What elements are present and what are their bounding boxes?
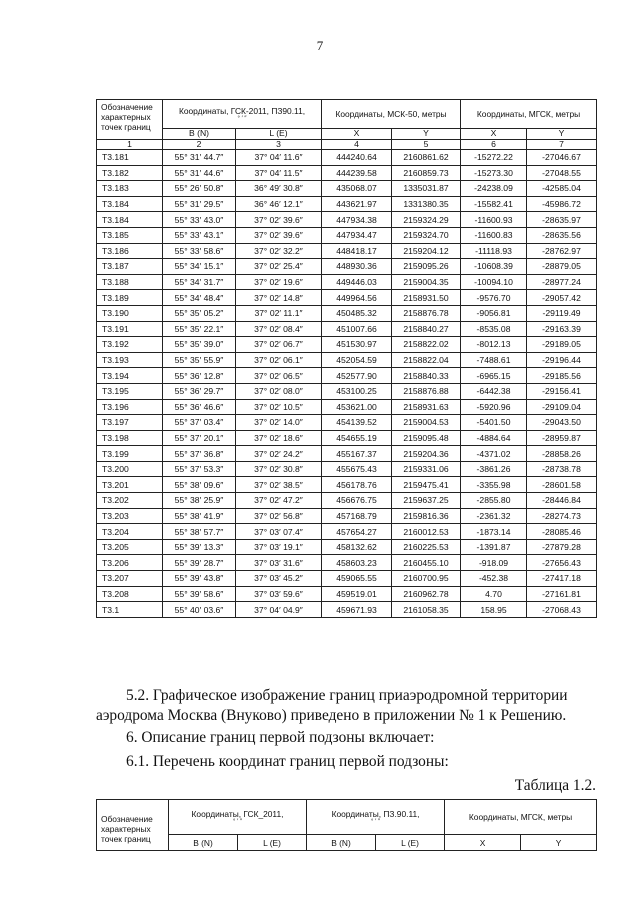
- table-cell: 55° 34′ 48.4″: [163, 290, 236, 306]
- table-cell: 36° 49′ 30.8″: [236, 181, 322, 197]
- table-cell: 37° 02′ 06.1″: [236, 352, 322, 368]
- table-cell: Т3.186: [97, 243, 163, 259]
- table-cell: 2160225.53: [392, 539, 461, 555]
- table-cell: 37° 02′ 39.6″: [236, 212, 322, 228]
- table-cell: 2159004.35: [392, 274, 461, 290]
- table-cell: Т3.200: [97, 461, 163, 477]
- table-cell: 55° 37′ 36.8″: [163, 446, 236, 462]
- table-row: [97, 368, 597, 384]
- table-cell: -28635.97: [527, 212, 597, 228]
- table-cell: 2160455.10: [392, 555, 461, 571]
- table-row: [97, 337, 597, 353]
- table-cell: 458132.62: [322, 539, 392, 555]
- table-cell: -2361.32: [461, 508, 527, 524]
- paragraph-6-1: 6.1. Перечень координат границ первой подзоны:: [126, 753, 449, 770]
- table-cell: -28977.24: [527, 274, 597, 290]
- table-cell: Т3.189: [97, 290, 163, 306]
- table-row: [97, 150, 597, 166]
- col-number: 2: [163, 139, 236, 150]
- table-row: [97, 305, 597, 321]
- table-cell: 449964.56: [322, 290, 392, 306]
- table-cell: 55° 34′ 31.7″: [163, 274, 236, 290]
- table-cell: Т3.198: [97, 430, 163, 446]
- table-cell: 37° 04′ 11.5″: [236, 165, 322, 181]
- table-cell: 55° 33′ 43.0″: [163, 212, 236, 228]
- table-cell: 37° 02′ 08.0″: [236, 383, 322, 399]
- table-row: [97, 477, 597, 493]
- table-cell: 444239.58: [322, 165, 392, 181]
- table-row: [97, 165, 597, 181]
- table-cell: -27048.55: [527, 165, 597, 181]
- table-cell: 37° 02′ 47.2″: [236, 493, 322, 509]
- table-cell: 454655.19: [322, 430, 392, 446]
- table-row: [97, 446, 597, 462]
- table-cell: 2160012.53: [392, 524, 461, 540]
- table-cell: Т3.184: [97, 212, 163, 228]
- table-cell: 37° 04′ 04.9″: [236, 602, 322, 618]
- table-cell: 2159816.36: [392, 508, 461, 524]
- table-row: [97, 415, 597, 431]
- table-cell: 55° 36′ 12.8″: [163, 368, 236, 384]
- table-cell: Т3.196: [97, 399, 163, 415]
- table-cell: 55° 35′ 55.9″: [163, 352, 236, 368]
- table-cell: -29185.56: [527, 368, 597, 384]
- table-row: [97, 227, 597, 243]
- header-gsk-label: Координаты, ГСК-2011, ПЗ90.11,: [178, 106, 306, 116]
- paragraph-5-2-line-2: аэродрома Москва (Внуково) приведено в приложении № 1 к Решению.: [96, 707, 567, 724]
- table-cell: 456178.76: [322, 477, 392, 493]
- table-cell: 55° 36′ 46.6″: [163, 399, 236, 415]
- table-row: [97, 571, 597, 587]
- table-cell: Т3.184: [97, 196, 163, 212]
- header-x-msk: X: [322, 129, 392, 140]
- table-cell: -27046.67: [527, 150, 597, 166]
- table-cell: 457168.79: [322, 508, 392, 524]
- table-cell: -29196.44: [527, 352, 597, 368]
- table-cell: 55° 33′ 43.1″: [163, 227, 236, 243]
- header-msk: Координаты, МСК-50, метры: [322, 100, 461, 129]
- table-cell: 37° 03′ 19.1″: [236, 539, 322, 555]
- table-caption: Таблица 1.2.: [514, 777, 596, 794]
- table-cell: 458603.23: [322, 555, 392, 571]
- table-row: [97, 181, 597, 197]
- table-cell: -28635.56: [527, 227, 597, 243]
- t2-header-gsk-units: ° ′ ″: [233, 819, 242, 825]
- table-cell: Т3.207: [97, 571, 163, 587]
- coordinates-table-1: [96, 99, 597, 618]
- table-cell: Т3.208: [97, 586, 163, 602]
- table-cell: -4371.02: [461, 446, 527, 462]
- header-points: Обозначение характерных точек границ: [97, 100, 163, 140]
- table-cell: 55° 31′ 29.5″: [163, 196, 236, 212]
- table-cell: 37° 03′ 07.4″: [236, 524, 322, 540]
- table-row: [97, 602, 597, 618]
- table-cell: 2158840.27: [392, 321, 461, 337]
- table-cell: -15582.41: [461, 196, 527, 212]
- table-cell: -28959.87: [527, 430, 597, 446]
- table-cell: 452577.90: [322, 368, 392, 384]
- table-row: [97, 508, 597, 524]
- table-cell: -29119.49: [527, 305, 597, 321]
- table-cell: 450485.32: [322, 305, 392, 321]
- table-cell: 2158840.33: [392, 368, 461, 384]
- page-number: 7: [316, 38, 324, 53]
- table-cell: 2161058.35: [392, 602, 461, 618]
- table-cell: Т3.185: [97, 227, 163, 243]
- table-cell: 2159324.29: [392, 212, 461, 228]
- table-cell: -29109.04: [527, 399, 597, 415]
- table-cell: -6442.38: [461, 383, 527, 399]
- table-cell: 2160700.95: [392, 571, 461, 587]
- table-cell: -10094.10: [461, 274, 527, 290]
- header-gsk: [163, 100, 322, 129]
- table-cell: -28762.97: [527, 243, 597, 259]
- table-cell: -10608.39: [461, 259, 527, 275]
- col-number: 5: [392, 139, 461, 150]
- table-cell: 2159004.53: [392, 415, 461, 431]
- table-cell: -42585.04: [527, 181, 597, 197]
- t2-header-b-gsk: B (N): [169, 835, 238, 851]
- table-cell: Т3.202: [97, 493, 163, 509]
- table-cell: 37° 02′ 24.2″: [236, 446, 322, 462]
- col-number: 3: [236, 139, 322, 150]
- paragraph-6: 6. Описание границ первой подзоны включает:: [126, 729, 435, 746]
- table-cell: 55° 38′ 25.9″: [163, 493, 236, 509]
- table-cell: 55° 39′ 13.3″: [163, 539, 236, 555]
- table-cell: 55° 36′ 29.7″: [163, 383, 236, 399]
- table-cell: -3861.26: [461, 461, 527, 477]
- table-cell: 2160859.73: [392, 165, 461, 181]
- coordinates-table-2: [96, 799, 597, 851]
- table-cell: Т3.197: [97, 415, 163, 431]
- table-cell: 1331380.35: [392, 196, 461, 212]
- table-row: [97, 399, 597, 415]
- table-cell: -5401.50: [461, 415, 527, 431]
- table-cell: 37° 02′ 25.4″: [236, 259, 322, 275]
- table-cell: -1391.87: [461, 539, 527, 555]
- table-cell: -15273.30: [461, 165, 527, 181]
- table-row: [97, 493, 597, 509]
- table-cell: Т3.201: [97, 477, 163, 493]
- table-cell: -452.38: [461, 571, 527, 587]
- table-cell: -28879.05: [527, 259, 597, 275]
- table-cell: 444240.64: [322, 150, 392, 166]
- header-x-mgsk: X: [461, 129, 527, 140]
- table-cell: -9576.70: [461, 290, 527, 306]
- table-cell: 2159095.26: [392, 259, 461, 275]
- table-cell: -27161.81: [527, 586, 597, 602]
- table-cell: 55° 31′ 44.6″: [163, 165, 236, 181]
- table-cell: -27417.18: [527, 571, 597, 587]
- table-cell: -29156.41: [527, 383, 597, 399]
- table-cell: 37° 02′ 10.5″: [236, 399, 322, 415]
- table-row: [97, 383, 597, 399]
- col-number: 1: [97, 139, 163, 150]
- table-cell: 447934.38: [322, 212, 392, 228]
- table-cell: 55° 38′ 41.9″: [163, 508, 236, 524]
- table-cell: 2159331.06: [392, 461, 461, 477]
- table-cell: 454139.52: [322, 415, 392, 431]
- table-cell: 55° 35′ 22.1″: [163, 321, 236, 337]
- col-number: 7: [527, 139, 597, 150]
- header-b: B (N): [163, 129, 236, 140]
- table-row: [97, 352, 597, 368]
- table-cell: 37° 02′ 38.5″: [236, 477, 322, 493]
- table-cell: Т3.187: [97, 259, 163, 275]
- t2-header-b-pz: B (N): [307, 835, 376, 851]
- t2-header-mgsk: Координаты, МГСК, метры: [445, 800, 597, 835]
- table-cell: 2159204.36: [392, 446, 461, 462]
- table-cell: Т3.188: [97, 274, 163, 290]
- table-cell: 37° 03′ 45.2″: [236, 571, 322, 587]
- t2-header-l-pz: L (E): [376, 835, 445, 851]
- table-cell: -11118.93: [461, 243, 527, 259]
- table-cell: -1873.14: [461, 524, 527, 540]
- table-cell: 37° 03′ 31.6″: [236, 555, 322, 571]
- table-cell: 55° 39′ 28.7″: [163, 555, 236, 571]
- table-cell: 448930.36: [322, 259, 392, 275]
- table-cell: 2158822.02: [392, 337, 461, 353]
- table-cell: 55° 40′ 03.6″: [163, 602, 236, 618]
- table-cell: -29057.42: [527, 290, 597, 306]
- table-row: [97, 586, 597, 602]
- table-row: [97, 555, 597, 571]
- table-cell: 435068.07: [322, 181, 392, 197]
- header-y-mgsk: Y: [527, 129, 597, 140]
- t2-header-y: Y: [521, 835, 597, 851]
- table-cell: 2159324.70: [392, 227, 461, 243]
- table-cell: 447934.47: [322, 227, 392, 243]
- table-cell: 55° 35′ 05.2″: [163, 305, 236, 321]
- table-cell: 443621.97: [322, 196, 392, 212]
- table-cell: -11600.93: [461, 212, 527, 228]
- table-cell: Т3.193: [97, 352, 163, 368]
- t2-header-pz-label: Координаты, ПЗ.90.11,: [331, 809, 420, 819]
- table-cell: 2158931.63: [392, 399, 461, 415]
- table-cell: -28274.73: [527, 508, 597, 524]
- table-cell: 55° 37′ 53.3″: [163, 461, 236, 477]
- table-cell: 37° 02′ 19.6″: [236, 274, 322, 290]
- table-row: [97, 321, 597, 337]
- header-mgsk: Координаты, МГСК, метры: [461, 100, 597, 129]
- table-cell: 37° 02′ 14.0″: [236, 415, 322, 431]
- table-row: [97, 274, 597, 290]
- col-number: 4: [322, 139, 392, 150]
- col-number: 6: [461, 139, 527, 150]
- table-cell: 457654.27: [322, 524, 392, 540]
- table-cell: 55° 26′ 50.8″: [163, 181, 236, 197]
- table-cell: Т3.1: [97, 602, 163, 618]
- table-cell: 2159637.25: [392, 493, 461, 509]
- table-cell: -6965.15: [461, 368, 527, 384]
- table-cell: 451530.97: [322, 337, 392, 353]
- table-cell: -27068.43: [527, 602, 597, 618]
- table-cell: -29163.39: [527, 321, 597, 337]
- table-cell: 4.70: [461, 586, 527, 602]
- table-cell: 452054.59: [322, 352, 392, 368]
- table-cell: -24238.09: [461, 181, 527, 197]
- table-cell: -7488.61: [461, 352, 527, 368]
- table-cell: 459671.93: [322, 602, 392, 618]
- table-cell: 55° 34′ 15.1″: [163, 259, 236, 275]
- table-cell: 453100.25: [322, 383, 392, 399]
- table-cell: -28601.58: [527, 477, 597, 493]
- table-cell: Т3.195: [97, 383, 163, 399]
- table-cell: 37° 02′ 30.8″: [236, 461, 322, 477]
- table-cell: -28858.26: [527, 446, 597, 462]
- table-cell: -27879.28: [527, 539, 597, 555]
- table-cell: Т3.192: [97, 337, 163, 353]
- paragraph-5-2-line-1: 5.2. Графическое изображение границ приаэродромной территории: [126, 687, 568, 704]
- table-cell: 453621.00: [322, 399, 392, 415]
- table-cell: 2159475.41: [392, 477, 461, 493]
- table-cell: 37° 02′ 08.4″: [236, 321, 322, 337]
- table-cell: 55° 37′ 20.1″: [163, 430, 236, 446]
- t2-header-pz: [307, 800, 445, 835]
- table-cell: Т3.199: [97, 446, 163, 462]
- table-cell: Т3.191: [97, 321, 163, 337]
- table-cell: 455167.37: [322, 446, 392, 462]
- table-cell: 2159204.12: [392, 243, 461, 259]
- table-row: [97, 243, 597, 259]
- table-cell: -27656.43: [527, 555, 597, 571]
- header-l: L (E): [236, 129, 322, 140]
- table-cell: -28446.84: [527, 493, 597, 509]
- header-y-msk: Y: [392, 129, 461, 140]
- table-cell: 37° 02′ 06.7″: [236, 337, 322, 353]
- table-cell: Т3.194: [97, 368, 163, 384]
- table-cell: 37° 02′ 56.8″: [236, 508, 322, 524]
- table-cell: -9056.81: [461, 305, 527, 321]
- table-cell: Т3.206: [97, 555, 163, 571]
- table-cell: -3355.98: [461, 477, 527, 493]
- table-cell: -8535.08: [461, 321, 527, 337]
- table-cell: 37° 02′ 18.6″: [236, 430, 322, 446]
- table-cell: -4884.64: [461, 430, 527, 446]
- t2-header-gsk: [169, 800, 307, 835]
- t2-header-l-gsk: L (E): [238, 835, 307, 851]
- table-cell: 449446.03: [322, 274, 392, 290]
- table-row: [97, 524, 597, 540]
- table-cell: 55° 39′ 43.8″: [163, 571, 236, 587]
- table-cell: 459519.01: [322, 586, 392, 602]
- table-cell: -918.09: [461, 555, 527, 571]
- table-cell: 37° 02′ 39.6″: [236, 227, 322, 243]
- table-cell: 2159095.48: [392, 430, 461, 446]
- table-cell: 448418.17: [322, 243, 392, 259]
- table-cell: -15272.22: [461, 150, 527, 166]
- table-cell: 37° 02′ 06.5″: [236, 368, 322, 384]
- table-cell: 2160962.78: [392, 586, 461, 602]
- table-cell: -29189.05: [527, 337, 597, 353]
- table-cell: 2158876.78: [392, 305, 461, 321]
- table-cell: 456676.75: [322, 493, 392, 509]
- table-cell: Т3.204: [97, 524, 163, 540]
- table-cell: 2158931.50: [392, 290, 461, 306]
- table-cell: 55° 38′ 09.6″: [163, 477, 236, 493]
- table-row: [97, 461, 597, 477]
- table-cell: 158.95: [461, 602, 527, 618]
- table-cell: 2158822.04: [392, 352, 461, 368]
- table-cell: 55° 38′ 57.7″: [163, 524, 236, 540]
- table-cell: Т3.182: [97, 165, 163, 181]
- table-cell: -28085.46: [527, 524, 597, 540]
- table-cell: Т3.203: [97, 508, 163, 524]
- table-cell: 55° 37′ 03.4″: [163, 415, 236, 431]
- table-cell: 1335031.87: [392, 181, 461, 197]
- header-gsk-units: ° ′ ″: [237, 116, 247, 122]
- table-cell: -5920.96: [461, 399, 527, 415]
- t2-header-gsk-label: Координаты, ГСК_2011,: [191, 809, 284, 819]
- table-cell: 451007.66: [322, 321, 392, 337]
- table-cell: 459065.55: [322, 571, 392, 587]
- table-cell: 36° 46′ 12.1″: [236, 196, 322, 212]
- table-cell: -2855.80: [461, 493, 527, 509]
- table-row: [97, 290, 597, 306]
- table-cell: -28738.78: [527, 461, 597, 477]
- table-cell: 2160861.62: [392, 150, 461, 166]
- table-cell: Т3.183: [97, 181, 163, 197]
- table-row: [97, 430, 597, 446]
- table-cell: 2158876.88: [392, 383, 461, 399]
- t2-header-points: Обозначение характерных точек границ: [97, 800, 169, 851]
- table-cell: 55° 31′ 44.7″: [163, 150, 236, 166]
- table-cell: Т3.181: [97, 150, 163, 166]
- table-cell: -45986.72: [527, 196, 597, 212]
- table-cell: -11600.83: [461, 227, 527, 243]
- table-cell: 37° 02′ 14.8″: [236, 290, 322, 306]
- table-cell: 37° 03′ 59.6″: [236, 586, 322, 602]
- table-row: [97, 212, 597, 228]
- table-cell: Т3.205: [97, 539, 163, 555]
- table-cell: 55° 39′ 58.6″: [163, 586, 236, 602]
- table-cell: 55° 35′ 39.0″: [163, 337, 236, 353]
- table-cell: 55° 33′ 58.6″: [163, 243, 236, 259]
- t2-header-pz-units: ° ′ ″: [371, 819, 380, 825]
- table-cell: 37° 04′ 11.6″: [236, 150, 322, 166]
- table-row: [97, 539, 597, 555]
- table-cell: -8012.13: [461, 337, 527, 353]
- t2-header-x: X: [445, 835, 521, 851]
- table-cell: Т3.190: [97, 305, 163, 321]
- table-cell: 37° 02′ 32.2″: [236, 243, 322, 259]
- table-cell: 455675.43: [322, 461, 392, 477]
- table-cell: -29043.50: [527, 415, 597, 431]
- table-cell: 37° 02′ 11.1″: [236, 305, 322, 321]
- table-row: [97, 259, 597, 275]
- table-row: [97, 196, 597, 212]
